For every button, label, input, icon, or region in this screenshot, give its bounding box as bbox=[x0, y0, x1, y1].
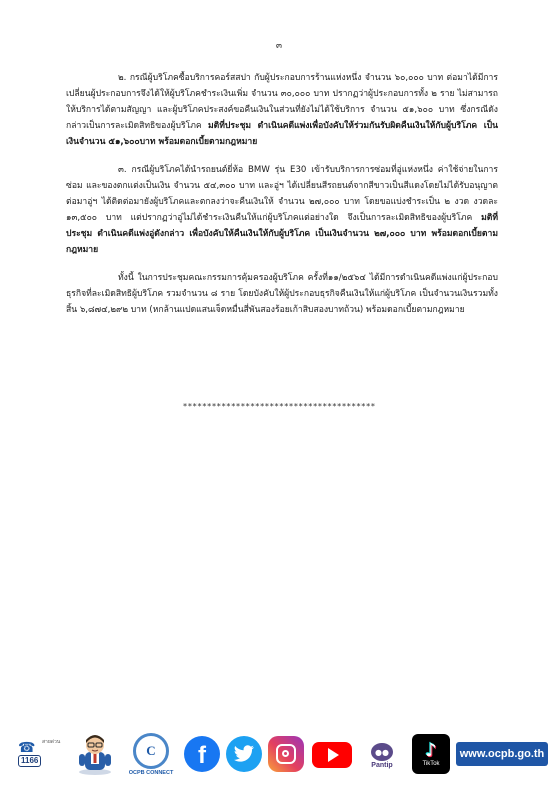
hotline-number: 1166 bbox=[18, 755, 41, 767]
document-body bbox=[66, 70, 498, 330]
youtube-icon[interactable] bbox=[312, 742, 352, 768]
paragraph-case-3 bbox=[66, 162, 498, 258]
instagram-icon[interactable] bbox=[268, 736, 304, 772]
paragraph-text: กรณีผู้บริโภคซื้อบริการคอร์สสปา กับผู้ประกอบการร้านแห่งหนึ่ง จำนวน ๖๐,๐๐๐ บาท ต่อมาได้มีการเปลี่ยนผู้ประกอบการจึงได้ให้ผู้บริโภคชำระเงินเพิ่ม จำนวน ๓๐,๐๐๐ บาท ปรากฏว่าผู้ประกอบการทั้ง ๒ ราย ไม่สามารถให้บริการได้ตามสัญญา และผู้บริโภคประสงค์ขอคืนเงินในส่วนที่ยังไม่ได้ใช้บริการ จำนวน ๕๑,๖๐๐ บาท ซึ่งกรณีดังกล่าวเป็นการละเมิดสิทธิของผู้บริโภค bbox=[66, 73, 499, 131]
mascot-icon bbox=[68, 732, 122, 776]
separator-line: **************************************** bbox=[182, 402, 376, 411]
paragraph-text: กรณีผู้บริโภคได้นำรถยนต์ยี่ห้อ BMW รุ่น E30 เข้ารับบริการการซ่อมที่อู่แห่งหนึ่ง ค่าใช้จ่ายในการซ่อม และของตกแต่งเป็นเงิน จำนวน ๕๔,๓๐๐ บาท และอู่ฯ ได้เปลี่ยนสีรถยนต์จากสีขาวเป็นสีแดงโดยไม่ได้รับอนุญาต ต่อมาอู่ฯ ได้ติดต่อมายังผู้บริโภคและตกลงว่าจะคืนเงินให้ จำนวน ๒๗,๐๐๐ บาท โดยขอแบ่งชำระเป็น ๒ งวด งวดละ ๑๓,๕๐๐ บาท แต่ปรากฏว่าอู่ไม่ได้ชำระเงินคืนให้แก่ผู้บริโภคแต่อย่างใด จึงเป็นการละเมิดสิทธิของผู้บริโภค bbox=[66, 165, 498, 223]
pantip-link[interactable] bbox=[360, 738, 404, 774]
twitter-icon[interactable] bbox=[226, 736, 262, 772]
hotline-badge[interactable] bbox=[18, 738, 64, 770]
page-number: ๓ bbox=[275, 41, 283, 51]
paragraph-resolution: มติที่ประชุม ดำเนินคดีแพ่งเพื่อบังคับให้ร่วมกันรับผิดคืนเงินให้กับผู้บริโภค เป็นเงินจำนวน ๕๑,๖๐๐บาท พร้อมดอกเบี้ยตามกฎหมาย bbox=[66, 121, 498, 147]
ocpb-connect-link[interactable] bbox=[126, 732, 176, 776]
paragraph-number: ๒. bbox=[118, 73, 127, 83]
hotline-label: สายด่วน bbox=[42, 739, 61, 745]
facebook-icon[interactable]: f bbox=[184, 736, 220, 772]
tiktok-link[interactable] bbox=[412, 734, 450, 774]
pantip-icon: ●● bbox=[371, 743, 393, 761]
website-link[interactable]: www.ocpb.go.th bbox=[456, 742, 548, 766]
pantip-label: Pantip bbox=[371, 762, 393, 769]
paragraph-resolution: มติที่ประชุม ดำเนินคดีแพ่งอู่ดังกล่าว เพื่อบังคับให้คืนเงินให้กับผู้บริโภค เป็นเงินจำนวน ๒๗,๐๐๐ บาท พร้อมดอกเบี้ยตามกฎหมาย bbox=[66, 213, 499, 255]
paragraph-case-2 bbox=[66, 70, 498, 150]
ocpb-caption: OCPB CONNECT bbox=[128, 769, 174, 776]
tiktok-icon: ♪ bbox=[425, 740, 437, 761]
paragraph-summary bbox=[66, 270, 498, 318]
tiktok-label: TikTok bbox=[422, 761, 440, 767]
paragraph-number: ๓. bbox=[118, 165, 127, 175]
footer-bar bbox=[18, 732, 548, 776]
phone-icon: ☎ bbox=[18, 740, 36, 756]
ocpb-logo-icon: C bbox=[133, 733, 169, 769]
paragraph-text: ทั้งนี้ ในการประชุมคณะกรรมการคุ้มครองผู้บริโภค ครั้งที่๑๑/๒๕๖๔ ได้มีการดำเนินคดีแพ่งแก่ผู้ประกอบธุรกิจที่ละเมิดสิทธิผู้บริโภค รวมจำนวน ๘ ราย โดยบังคับให้ผู้ประกอบธุรกิจคืนเงินให้แก่ผู้บริโภค เป็นจำนวนเงินรวมทั้งสิ้น ๖,๘๗๔,๒๙๒ บาท (หกล้านแปดแสนเจ็ดหมื่นสี่พันสองร้อยเก้าสิบสองบาทถ้วน) พร้อมดอกเบี้ยตามกฎหมาย bbox=[66, 273, 498, 315]
